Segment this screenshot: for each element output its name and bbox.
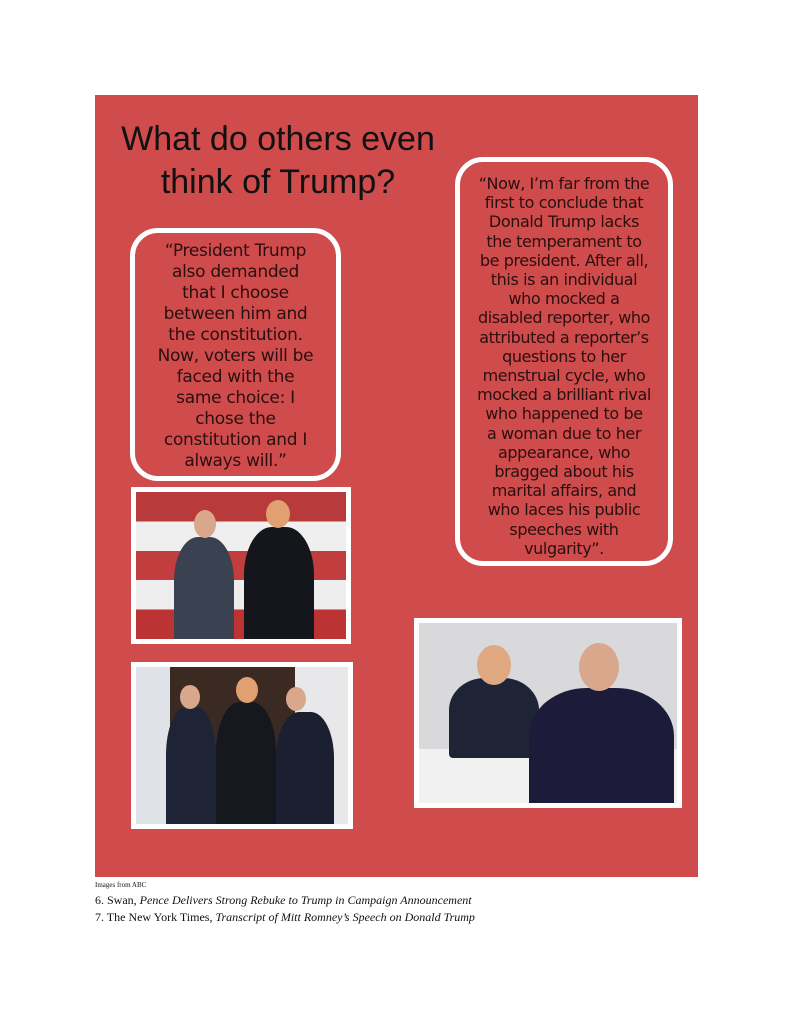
quote-line: bragged about his (494, 462, 634, 482)
photo-pence-trump-stage (131, 487, 351, 644)
quote-line: who laces his public (487, 500, 641, 520)
ref-title: Pence Delivers Strong Rebuke to Trump in Campaign Announcement (139, 893, 472, 907)
quote-line: between him and (163, 304, 308, 324)
photo-trump-romney-dinner (414, 618, 682, 808)
quote-line: “Now, I’m far from the (478, 174, 650, 193)
quote-line: marital affairs, and (491, 481, 637, 501)
quote-line: be president. After all, (479, 250, 649, 270)
quote-line: always will.” (184, 451, 287, 471)
ref-author: 7. The New York Times, (95, 910, 216, 924)
quote-line: speeches with (509, 519, 619, 539)
pence-quote-box (130, 228, 341, 481)
quote-line: faced with the (176, 367, 295, 387)
quote-line: disabled reporter, who (477, 308, 651, 328)
quote-line: mocked a brilliant rival (477, 385, 651, 405)
quote-line: the temperament to (486, 231, 642, 251)
reference-6 (95, 893, 472, 908)
reference-7 (95, 910, 475, 925)
quote-line: questions to her (502, 346, 626, 366)
quote-line: attributed a reporter’s (479, 327, 649, 347)
romney-quote-box (455, 157, 673, 566)
photo-pence-trump-romney (131, 662, 353, 829)
quote-line: a woman due to her (486, 423, 642, 443)
quote-line: chose the (195, 409, 276, 429)
quote-line: this is an individual (490, 270, 638, 290)
quote-line: Donald Trump lacks (488, 212, 640, 232)
quote-line: the constitution. (168, 325, 303, 345)
quote-line: menstrual cycle, who (482, 366, 646, 386)
quote-line: first to conclude that (484, 193, 644, 213)
quote-line: who happened to be (485, 404, 643, 424)
quote-line: “President Trump (164, 241, 307, 261)
ref-author: 6. Swan, (95, 893, 140, 907)
quote-line: constitution and I (163, 430, 308, 450)
quote-line: that I choose (182, 283, 289, 303)
quote-line: appearance, who (497, 442, 631, 462)
quote-line: also demanded (172, 262, 299, 282)
title-line: think of Trump? (160, 163, 396, 201)
ref-title: Transcript of Mitt Romney’s Speech on Donald Trump (215, 910, 475, 924)
title-line: What do others even (121, 120, 435, 158)
quote-line: vulgarity”. (524, 538, 604, 558)
image-credit: Images from ABC (95, 881, 147, 889)
quote-line: Now, voters will be (157, 346, 314, 366)
poster-title (108, 118, 448, 204)
quote-line: who mocked a (508, 289, 620, 309)
quote-line: same choice: I (176, 388, 295, 408)
